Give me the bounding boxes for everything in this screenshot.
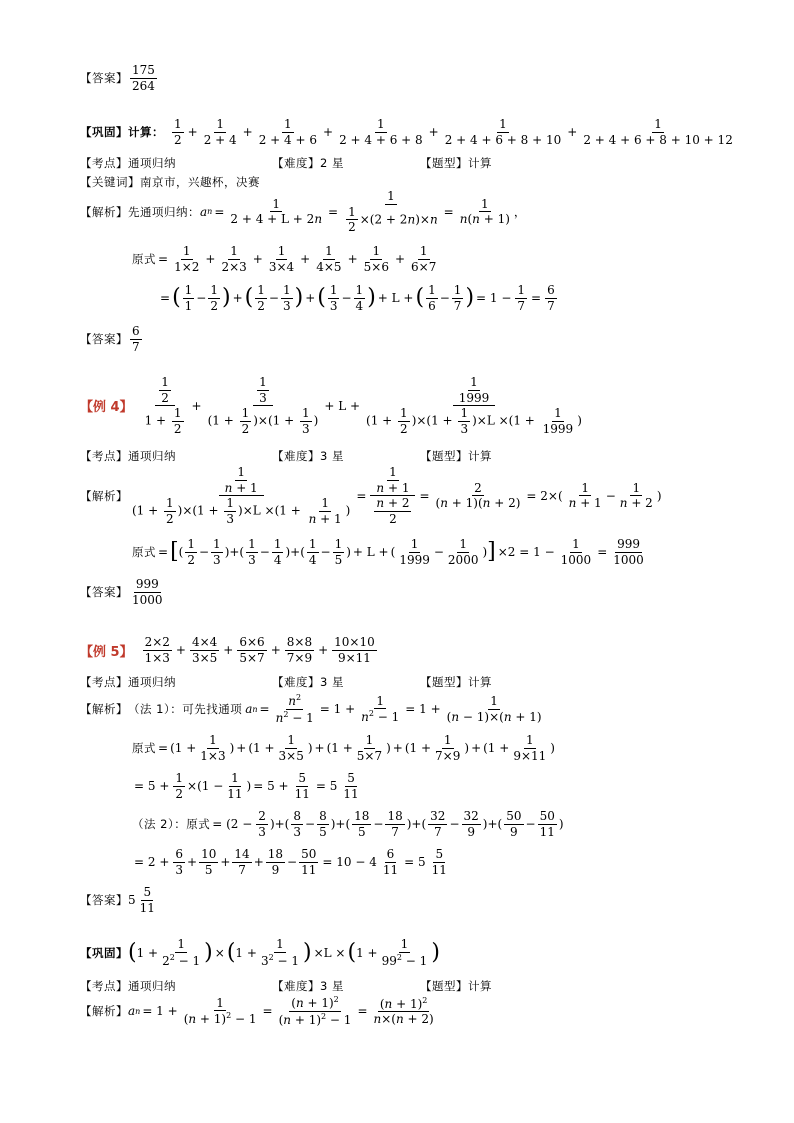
tongxiang-text: 先通项归纳：	[128, 204, 200, 219]
formula-fraction: $\frac{2}{(n + 1)(n + 2)}$	[435, 480, 521, 511]
tixing-label: 【题型】	[420, 675, 468, 689]
example-4-problem: 【例 4】 $\frac{1}{2}$ 1 + $\frac{1}{2}$ + $\frac{1}{3}$ (1 + $\frac{1}{2}$ )×(1 + $\frac{1}{3}$ ) + L + $\frac{1}{1999}$ (1 + $\frac{1}{2}$ )×(1 + $\frac{1}{3}$ )×L ×(1 + $\frac{1}{1999}$ )	[80, 375, 582, 436]
analysis-label: 【解析】	[80, 204, 128, 219]
example-5-label: 【例 5】	[80, 644, 133, 660]
yuanshi-label: 原式	[132, 252, 156, 267]
kaodian-label: 【考点】	[80, 156, 128, 170]
keywords-row	[80, 174, 260, 190]
example-4-label: 【例 4】	[80, 400, 133, 416]
nandu-label: 【难度】	[272, 675, 320, 689]
nandu-label: 【难度】	[272, 449, 320, 463]
term-fraction: $\frac{1}{2 + 4 + 6 + 8}$	[339, 117, 423, 147]
yuanshi-1: 原式 = $\frac{1}{1\times 2}$ + $\frac{1}{2\times 3}$ + $\frac{1}{3\times 4}$ + $\frac{1}{4\times 5}$ + $\frac{1}{5\times 6}$ + $\frac{1}{6\times 7}$	[132, 244, 437, 274]
consolidate-2-problem: 【巩固】 ( 1 + $\frac{1}{2^2 - 1}$ ) × ( 1 + $\frac{1}{3^2 - 1}$ ) ×L × ( 1 + $\frac{1}{99^2 - 1}$ )	[80, 937, 440, 968]
formula-fraction: $\frac{\frac{1}{n + 1}}{\frac{n + 2}{2}}$	[370, 466, 415, 525]
ex5-term: $\frac{4\times 4}{3\times 5}$	[191, 635, 218, 665]
ex5-step: = 5 + $\frac{1}{2}$ ×(1 − $\frac{1}{11}$ ) = 5 + $\frac{5}{11}$ = 5 $\frac{5}{11}$	[134, 771, 359, 801]
meta-row-1	[80, 155, 176, 171]
tixing-ex4	[420, 448, 492, 464]
answer-label: 【答案】	[80, 585, 128, 600]
yuanshi-ex5: 原式 = (1 + $\frac{1}{1\times 3}$ ) + (1 + $\frac{1}{3\times 5}$ ) + (1 + $\frac{1}{5\times 7}$ ) + (1 + $\frac{1}{7\times 9}$ ) + (1 + $\frac{1}{9\times 11}$ )	[132, 733, 555, 763]
analysis-ex5: 【解析】 （法 1）：可先找通项 a n = $\frac{n^2}{n^2 - 1}$ = 1 + $\frac{1}{n^2 - 1}$ = 1 + $\frac{1}{(n - 1)\times(n + 1)}$	[80, 693, 542, 725]
ex5-term: $\frac{10\times 10}{9\times 11}$	[334, 635, 375, 665]
kaodian-label: 【考点】	[80, 979, 128, 993]
tixing-value: 计算	[468, 156, 492, 170]
answer-label: 【答案】	[80, 332, 128, 347]
analysis-label: 【解析】	[80, 1004, 128, 1019]
formula-fraction: $\frac{1}{n + 1}$ (1 + $\frac{1}{2}$ )×(1 + $\frac{1}{3}$ )×L ×(1 + $\frac{1}{n + 1}$ )	[132, 465, 351, 526]
formula-fraction: $\frac{1}{2 + 4 + L + 2n}$	[230, 196, 323, 227]
keywords-value: 南京市，兴趣杯，决赛	[140, 175, 260, 189]
ex4-term: $\frac{1}{2}$ 1 + $\frac{1}{2}$	[144, 375, 182, 436]
tixing-value: 计算	[468, 675, 492, 689]
nandu-value: 3 星	[320, 675, 344, 689]
term-fraction: $\frac{1}{5\times 6}$	[363, 244, 389, 274]
answer-4-fraction: $\frac{5}{11}$	[139, 885, 155, 915]
tixing-c2	[420, 978, 492, 994]
answer-label: 【答案】	[80, 893, 128, 908]
tixing-value: 计算	[468, 449, 492, 463]
answer-4-row	[80, 886, 159, 914]
keywords-label: 【关键词】	[80, 175, 140, 189]
meta-row-c2	[80, 978, 176, 994]
nandu-ex4	[272, 448, 344, 464]
ex5-term: $\frac{2\times 2}{1\times 3}$	[144, 635, 170, 665]
kaodian-value: 通项归纳	[128, 979, 176, 993]
term-fraction: $\frac{1}{2 + 4 + 6 + 8 + 10}$	[444, 117, 562, 147]
meta-row-ex5	[80, 674, 176, 690]
consolidate-calc-label: 【巩固】计算：	[80, 125, 164, 140]
answer-1-row	[80, 64, 159, 92]
nandu-value: 3 星	[320, 979, 344, 993]
analysis-label: 【解析】	[80, 702, 128, 717]
term-fraction: $\frac{1}{2 + 4 + 6 + 8 + 10 + 12}$	[583, 117, 733, 147]
analysis-c2: 【解析】 a n = 1 + $\frac{1}{(n + 1)^2 - 1}$ = $\frac{(n + 1)^2}{(n + 1)^2 - 1}$ = $\frac{(n + 1)^2}{n\times(n + 2)}$	[80, 995, 434, 1027]
fa1-text: （法 1）：可先找通项	[128, 702, 243, 717]
meta-row-ex4	[80, 448, 176, 464]
answer-1-fraction: $\frac{175}{264}$	[132, 63, 155, 93]
tixing-1	[420, 155, 492, 171]
tixing-label: 【题型】	[420, 449, 468, 463]
term-fraction: $\frac{1}{1\times 2}$	[174, 244, 200, 274]
term-fraction: $\frac{1}{2 + 4 + 6}$	[258, 117, 317, 147]
term-fraction: $\frac{1}{2 + 4}$	[203, 117, 237, 147]
answer-2-fraction: $\frac{6}{7}$	[132, 324, 140, 354]
term-fraction: $\frac{1}{3\times 4}$	[268, 244, 295, 274]
kaodian-value: 通项归纳	[128, 156, 176, 170]
tixing-label: 【题型】	[420, 156, 468, 170]
telescoping-line: = ( $\frac{1}{1}$ − $\frac{1}{2}$ ) + ( $\frac{1}{2}$ − $\frac{1}{3}$ ) + ( $\frac{1}{3}$ − $\frac{1}{4}$ ) + L + ( $\frac{1}{6}$ − $\frac{1}{7}$ ) = 1 − $\frac{1}{7}$ = $\frac{6}{7}$	[160, 283, 555, 313]
term-fraction: $\frac{1}{4\times 5}$	[316, 244, 342, 274]
ex5-method2: （法 2）：原式 = (2 − $\frac{2}{3}$ )+( $\frac{8}{3}$ − $\frac{8}{5}$ )+( $\frac{18}{5}$ − $\frac{18}{7}$ )+( $\frac{32}{7}$ − $\frac{32}{9}$ )+( $\frac{50}{9}$ − $\frac{50}{11}$ )	[132, 809, 564, 839]
yuanshi-label: 原式	[132, 741, 156, 756]
tixing-ex5	[420, 674, 492, 690]
ex5-method2-result: = 2 + $\frac{6}{3}$ + $\frac{10}{5}$ + $\frac{14}{7}$ + $\frac{18}{9}$ − $\frac{50}{11}$ = 10 − 4 $\frac{6}{11}$ = 5 $\frac{5}{11}$	[134, 847, 447, 877]
answer-2-row	[80, 325, 144, 353]
term-fraction: $\frac{1}{2\times 3}$	[221, 244, 247, 274]
analysis-label: 【解析】	[80, 488, 128, 503]
nandu-label: 【难度】	[272, 979, 320, 993]
analysis-1-row: 【解析】 先通项归纳： a n = $\frac{1}{2 + 4 + L + 2n}$ = 1 $\frac{1}{2}$ ×(2 + 2n)×n = $\frac{1}{n(n + 1)}$ ，	[80, 189, 526, 235]
ex4-term: $\frac{1}{3}$ (1 + $\frac{1}{2}$ )×(1 + $\frac{1}{3}$ )	[207, 375, 319, 436]
yuanshi-ex4: 原式 = [ ( $\frac{1}{2}$ − $\frac{1}{3}$ )+( $\frac{1}{3}$ − $\frac{1}{4}$ )+( $\frac{1}{4}$ − $\frac{1}{5}$ ) + L + ( $\frac{1}{1999}$ − $\frac{1}{2000}$ ) ] ×2 = 1 − $\frac{1}{1000}$ = $\frac{999}{1000}$	[132, 537, 644, 567]
answer-3-fraction: $\frac{999}{1000}$	[132, 577, 163, 607]
formula-fraction: $\frac{1}{n(n + 1)}$	[459, 196, 510, 227]
consolidate-1-problem: 【巩固】计算： $\frac{1}{2}$ + $\frac{1}{2 + 4}$ + $\frac{1}{2 + 4 + 6}$ + $\frac{1}{2 + 4 + 6 + 8}$ + $\frac{1}{2 + 4 + 6 + 8 + 10}$ + $\frac{1}{2 + 4 + 6 + 8 + 10 + 12}$	[80, 117, 733, 147]
kaodian-value: 通项归纳	[128, 675, 176, 689]
fa2-text: （法 2）：原式	[132, 817, 211, 832]
analysis-ex4: 【解析】 $\frac{1}{n + 1}$ (1 + $\frac{1}{2}$ )×(1 + $\frac{1}{3}$ )×L ×(1 + $\frac{1}{n + 1}$ ) = $\frac{\frac{1}{n + 1}}{\frac{n + 2}{2}}$ = $\frac{2}{(n + 1)(n + 2)}$ = 2×( $\frac{1}{n + 1}$ − $\frac{1}{n + 2}$ )	[80, 465, 662, 526]
kaodian-label: 【考点】	[80, 675, 128, 689]
formula-fraction: 1 $\frac{1}{2}$ ×(2 + 2n)×n	[348, 189, 438, 235]
consolidate-label: 【巩固】	[80, 945, 128, 960]
yuanshi-label: 原式	[132, 545, 156, 560]
ex5-term: $\frac{8\times 8}{7\times 9}$	[286, 635, 313, 665]
answer-3-row	[80, 578, 167, 606]
nandu-value: 3 星	[320, 449, 344, 463]
nandu-value: 2 星	[320, 156, 344, 170]
tixing-label: 【题型】	[420, 979, 468, 993]
ex5-term: $\frac{6\times 6}{5\times 7}$	[239, 635, 265, 665]
example-5-problem: 【例 5】 $\frac{2\times 2}{1\times 3}$ + $\frac{4\times 4}{3\times 5}$ + $\frac{6\times 6}{5\times 7}$ + $\frac{8\times 8}{7\times 9}$ + $\frac{10\times 10}{9\times 11}$	[80, 635, 375, 665]
ex4-term: $\frac{1}{1999}$ (1 + $\frac{1}{2}$ )×(1 + $\frac{1}{3}$ )×L ×(1 + $\frac{1}{1999}$ )	[366, 375, 582, 436]
nandu-ex5	[272, 674, 344, 690]
nandu-1	[272, 155, 344, 171]
answer-4-whole: 5	[128, 893, 136, 908]
answer-label: 【答案】	[80, 71, 128, 86]
nandu-c2	[272, 978, 344, 994]
nandu-label: 【难度】	[272, 156, 320, 170]
tixing-value: 计算	[468, 979, 492, 993]
kaodian-value: 通项归纳	[128, 449, 176, 463]
term-fraction: $\frac{1}{2}$	[174, 117, 182, 147]
term-fraction: $\frac{1}{6\times 7}$	[411, 244, 437, 274]
kaodian-label: 【考点】	[80, 449, 128, 463]
